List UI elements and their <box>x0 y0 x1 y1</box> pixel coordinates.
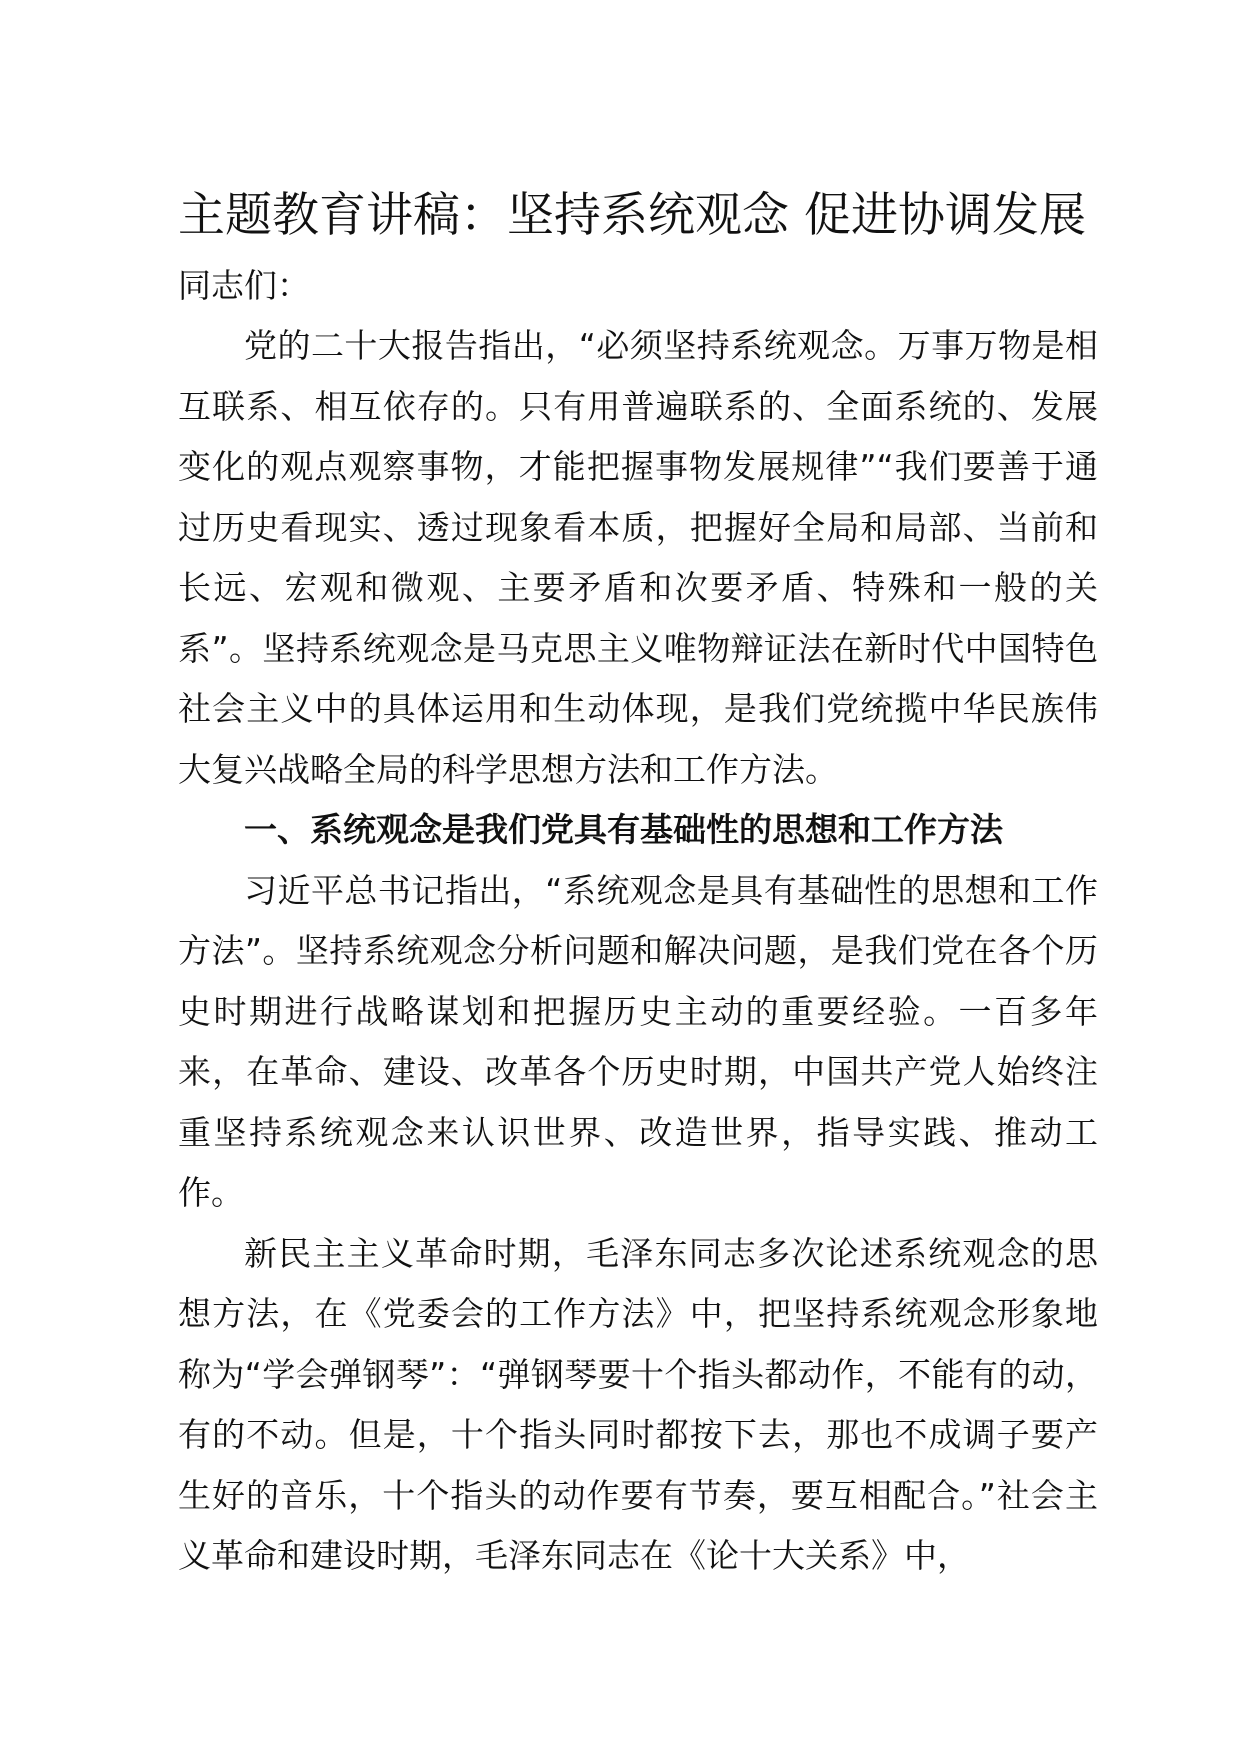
document-title: 主题教育讲稿：坚持系统观念 促进协调发展 <box>178 188 1086 243</box>
document-body <box>178 182 1098 1587</box>
paragraph-new-democratic-revolution: 新民主主义革命时期，毛泽东同志多次论述系统观念的思想方法，在《党委会的工作方法》中，把坚持系统观念形象地称为“学会弹钢琴”：“弹钢琴要十个指头都动作，不能有的动，有的不动。但是，十个指头同时都按下去，那也不成调子要产生好的音乐，十个指头的动作要有节奏，要互相配合。”社会主义革命和建设时期，毛泽东同志在《论十大关系》中， <box>178 1233 1098 1575</box>
section-heading-1: 一、系统观念是我们党具有基础性的思想和工作方法 <box>244 810 1003 849</box>
salutation: 同志们： <box>178 266 310 305</box>
paragraph-intro: 党的二十大报告指出，“必须坚持系统观念。万事万物是相互联系、相互依存的。只有用普遍联系的、全面系统的、发展变化的观点观察事物，才能把握事物发展规律”“我们要善于通过历史看现实、透过现象看本质，把握好全局和局部、当前和长远、宏观和微观、主要矛盾和次要矛盾、特殊和一般的关系”。坚持系统观念是马克思主义唯物辩证法在新时代中国特色社会主义中的具体运用和生动体现，是我们党统揽中华民族伟大复兴战略全局的科学思想方法和工作方法。 <box>178 326 1098 789</box>
paragraph-section-1: 习近平总书记指出，“系统观念是具有基础性的思想和工作方法”。坚持系统观念分析问题和解决问题，是我们党在各个历史时期进行战略谋划和把握历史主动的重要经验。一百多年来，在革命、建设、改革各个历史时期，中国共产党人始终注重坚持系统观念来认识世界、改造世界，指导实践、推动工作。 <box>178 870 1098 1212</box>
